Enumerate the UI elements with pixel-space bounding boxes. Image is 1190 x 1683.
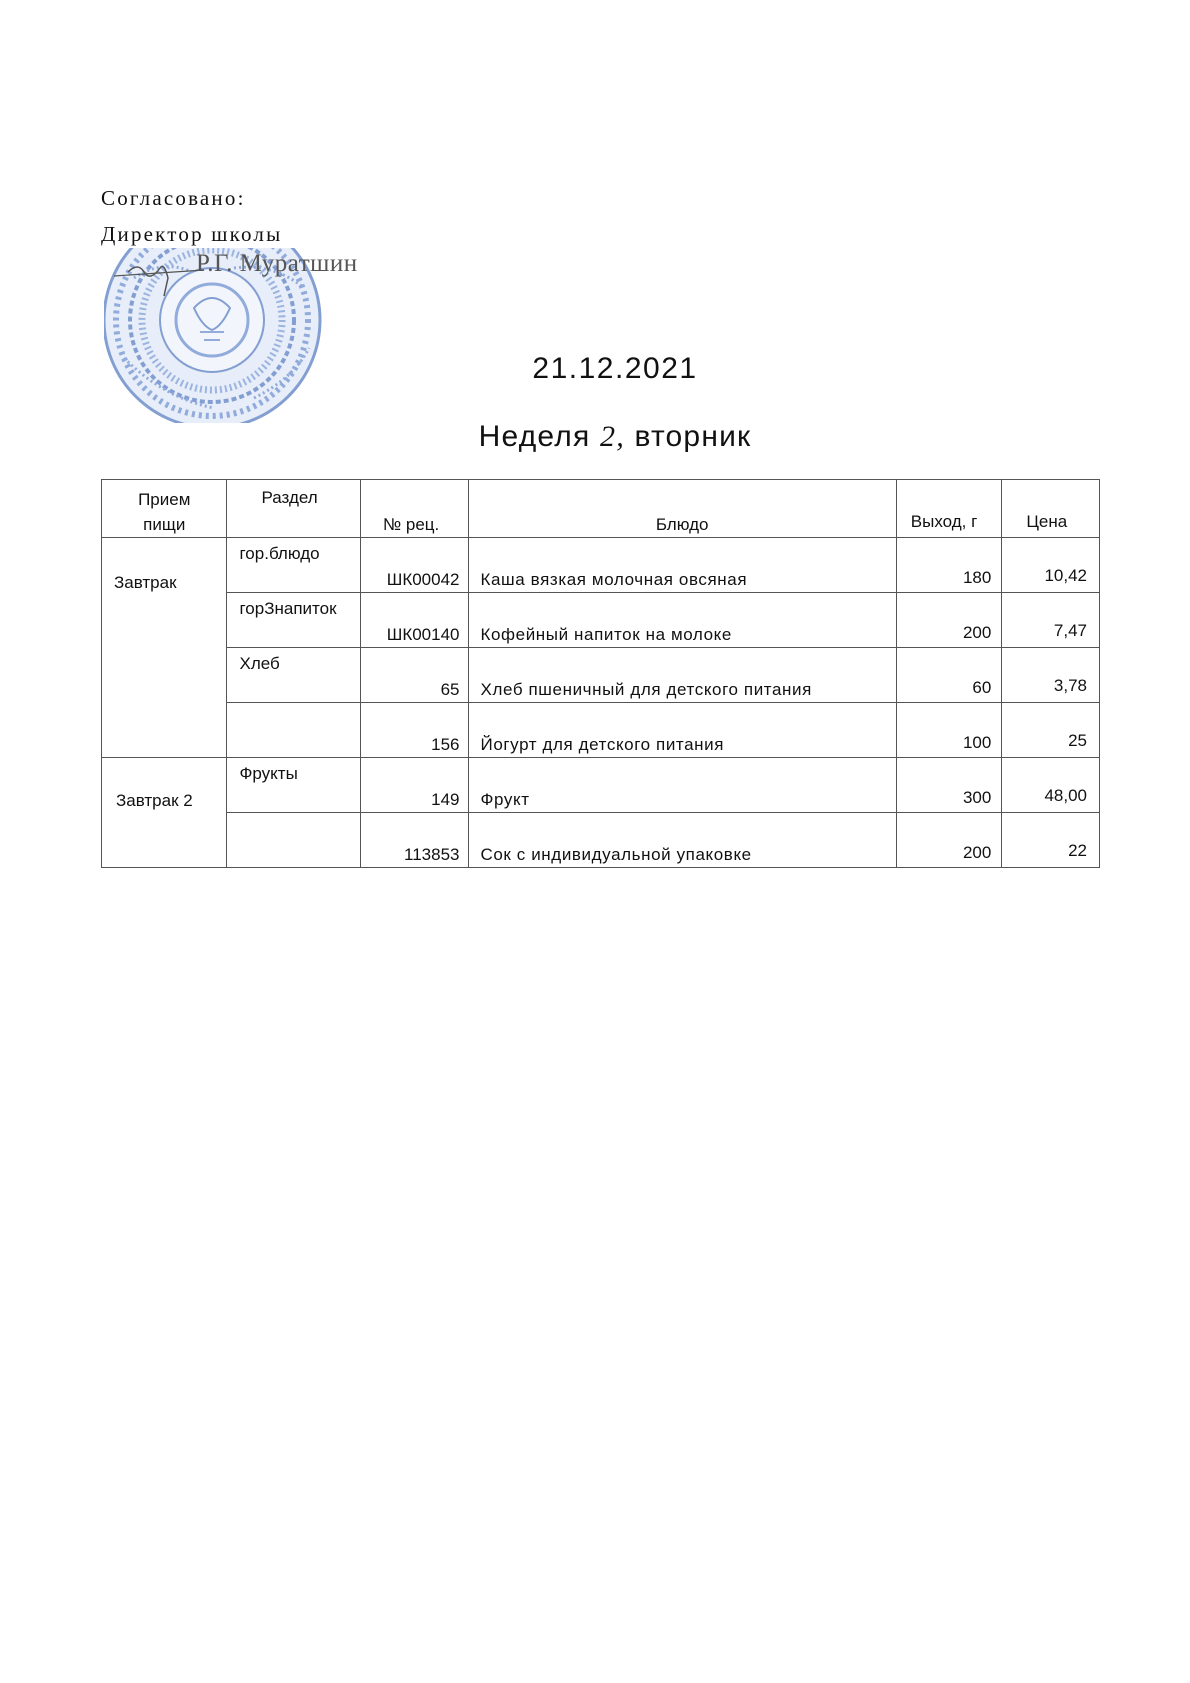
week-label: Неделя [478,420,591,453]
dish-cell [468,648,896,703]
output-cell [896,593,1002,648]
output-text: 200 [962,843,992,862]
dish-text: Йогурт для детского питания [480,735,725,754]
header-meal-line2: пищи [143,515,186,534]
header-meal [102,480,227,538]
recipe-cell [360,813,468,868]
recipe-cell [360,648,468,703]
section-text: Хлеб [239,654,280,673]
header-dish-label: Блюдо [655,515,709,534]
dish-text: Каша вязкая молочная овсяная [480,570,748,589]
menu-table [101,479,1100,868]
dish-cell [468,593,896,648]
section-text: гор.блюдо [239,544,320,563]
recipe-text: 149 [431,790,460,809]
meal-name-cell [102,758,227,868]
price-text: 25 [1068,731,1087,750]
approval-block [101,180,282,252]
recipe-text: 156 [431,735,460,754]
price-cell [1002,758,1100,813]
section-cell [227,813,360,868]
section-cell [227,758,360,813]
output-text: 300 [962,788,992,807]
price-text: 7,47 [1053,621,1087,640]
header-output [896,480,1002,538]
table-row [102,648,1100,703]
section-cell [227,703,360,758]
header-output-label: Выход, г [910,512,978,531]
menu-date: 21.12.2021 [532,352,698,385]
header-price [1002,480,1100,538]
section-text: горЗнапиток [239,599,337,618]
price-text: 22 [1068,841,1087,860]
recipe-text: ШК00140 [386,625,460,644]
table-row [102,758,1100,813]
recipe-cell [360,703,468,758]
table-header-row [102,480,1100,538]
section-cell [227,648,360,703]
price-cell [1002,538,1100,593]
dish-text: Фрукт [480,790,530,809]
price-cell [1002,703,1100,758]
week-number: 2, [600,420,625,453]
recipe-cell [360,593,468,648]
meal-name: Завтрак 2 [116,791,193,810]
output-cell [896,538,1002,593]
output-text: 200 [962,623,992,642]
weekday: вторник [634,420,752,453]
approval-label: Согласовано: [101,186,246,210]
section-cell [227,593,360,648]
header-dish [468,480,896,538]
section-text: Фрукты [239,764,298,783]
price-text: 3,78 [1053,676,1087,695]
output-cell [896,813,1002,868]
price-text: 10,42 [1044,566,1087,585]
output-cell [896,703,1002,758]
section-cell [227,538,360,593]
dish-cell [468,758,896,813]
signer-name: Р.Г. Муратшин [196,250,358,277]
output-text: 60 [972,678,992,697]
dish-text: Хлеб пшеничный для детского питания [480,680,812,699]
output-cell [896,758,1002,813]
recipe-text: 113853 [404,845,460,864]
table-row [102,813,1100,868]
output-cell [896,648,1002,703]
output-text: 180 [962,568,992,587]
price-cell [1002,593,1100,648]
approver-title: Директор школы [101,222,283,246]
recipe-cell [360,758,468,813]
header-meal-line1: Прием [138,490,191,509]
meal-name-cell [102,538,227,758]
price-cell [1002,813,1100,868]
header-price-label: Цена [1026,512,1068,531]
header-section [227,480,360,538]
table-row [102,593,1100,648]
recipe-text: ШК00042 [386,570,460,589]
header-recipe [360,480,468,538]
recipe-text: 65 [440,680,460,699]
dish-text: Кофейный напиток на молоке [480,625,732,644]
week-heading [0,420,1190,454]
header-recipe-label: № рец. [382,515,440,534]
header-section-label: Раздел [261,488,318,507]
price-cell [1002,648,1100,703]
dish-cell [468,538,896,593]
meal-name: Завтрак [114,573,177,592]
dish-cell [468,703,896,758]
price-text: 48,00 [1044,786,1087,805]
dish-text: Сок с индивидуальной упаковке [480,845,752,864]
dish-cell [468,813,896,868]
table-row [102,703,1100,758]
output-text: 100 [962,733,992,752]
recipe-cell [360,538,468,593]
table-row [102,538,1100,593]
